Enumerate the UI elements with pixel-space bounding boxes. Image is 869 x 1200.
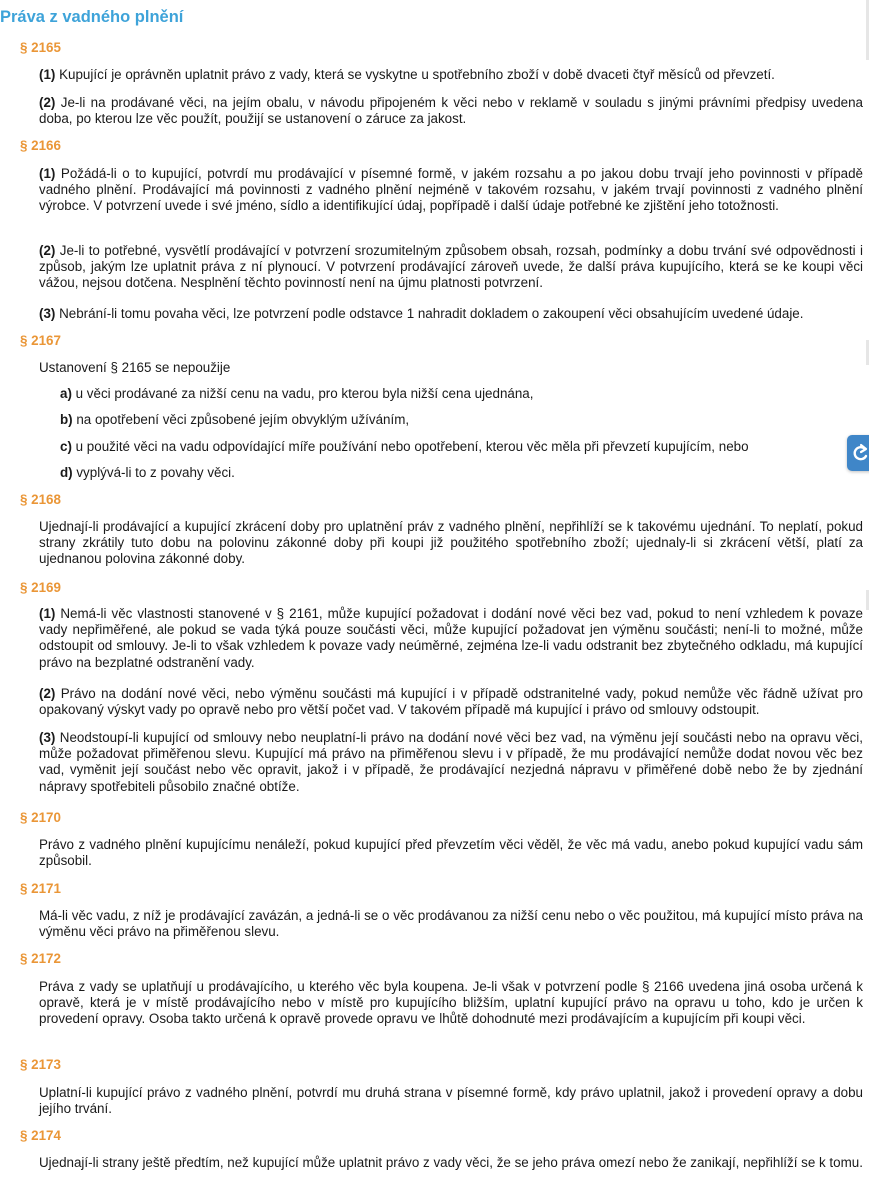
paragraph-text: Požádá-li o to kupující, potvrdí mu prodávající v písemné formě, v jakém rozsahu a po jakou dobu trvají jeho povinnosti v případě vadného plnění. Prodávající má povinnosti z vadného plnění nejméně v takovém rozsahu, v jakém trvají povinnosti z vadného plnění výrobce. V potvrzení uvede i své jméno, sídlo a identifikující údaj, popřípadě i další údaje potřebné ke zjištění jeho totožnosti. bbox=[39, 166, 863, 214]
paragraph-number: (1) bbox=[39, 606, 56, 621]
list-item-text: u použité věci na vadu odpovídající míře používání nebo opotřebení, kterou věc měla při převzetí kupujícím, nebo bbox=[71, 439, 749, 454]
paragraph-2166-1 bbox=[39, 166, 863, 215]
paragraph-2166-3 bbox=[39, 306, 863, 322]
paragraph-text: Nebrání-li tomu povaha věci, lze potvrzení podle odstavce 1 nahradit dokladem o zakoupení věci obsahujícím uvedené údaje. bbox=[55, 306, 804, 321]
paragraph-text: Je-li na prodávané věci, na jejím obalu, v návodu připojeném k věci nebo v reklamě v souladu s jinými právními předpisy uvedena doba, po kterou lze věc použít, použijí se ustanovení o záruce za jakost. bbox=[39, 95, 863, 127]
paragraph-text: Nemá-li věc vlastnosti stanovené v § 2161, může kupující požadovat i dodání nové věci bez vad, pokud to není vzhledem k povaze vady nepřiměřené, ale pokud se vada týká pouze součásti věci, může kupující požadovat jen výměnu součásti; není-li to možné, může odstoupit od smlouvy. Je-li to však vzhledem k povaze vady neúměrné, zejména lze-li vadu odstranit bez zbytečného odkladu, má kupující právo na bezplatné odstranění vady. bbox=[39, 606, 863, 670]
floating-action-button[interactable] bbox=[847, 435, 869, 471]
paragraph-text: Kupující je oprávněn uplatnit právo z vady, která se vyskytne u spotřebního zboží v době dvaceti čtyř měsíců od převzetí. bbox=[55, 67, 775, 82]
paragraph-text: Je-li to potřebné, vysvětlí prodávající v potvrzení srozumitelným způsobem obsah, rozsah, podmínky a dobu trvání své odpovědnosti i způsob, jakým lze uplatnit práva z ní plynoucí. V potvrzení prodávající zároveň uvede, že další práva kupujícího, která se ke koupi věci vážou, nejsou dotčena. Nesplnění těchto povinností není na újmu platnosti potvrzení. bbox=[39, 243, 863, 291]
section-heading-2174: § 2174 bbox=[20, 1128, 61, 1143]
section-heading-2168: § 2168 bbox=[20, 492, 61, 507]
paragraph-2165-2 bbox=[39, 95, 863, 127]
section-heading-2165: § 2165 bbox=[20, 40, 61, 55]
list-item-text: na opotřebení věci způsobené jejím obvyklým užíváním, bbox=[72, 412, 410, 427]
paragraph-2172: Práva z vady se uplatňují u prodávajícího, u kterého věc byla koupena. Je-li však v potvrzení podle § 2166 uvedena jiná osoba určená k opravě, která je v místě prodávajícího nebo v místě pro kupujícího bližším, uplatní kupující právo na opravu u toho, kdo je určen k provedení opravy. Osoba takto určená k opravě provede opravu ve lhůtě dohodnuté mezi prodávajícím a kupujícím při koupi věci. bbox=[39, 979, 863, 1027]
paragraph-text: Právo na dodání nové věci, nebo výměnu součásti má kupující i v případě odstranitelné vady, pokud nemůže věc řádně užívat pro opakovaný výskyt vady po opravě nebo pro větší počet vad. V takovém případě má kupující i právo od smlouvy odstoupit. bbox=[39, 686, 863, 718]
section-heading-2167: § 2167 bbox=[20, 333, 61, 348]
list-item-d bbox=[60, 465, 840, 481]
paragraph-2171: Má-li věc vadu, z níž je prodávající zavázán, a jedná-li se o věc prodávanou za nižší cenu nebo o věc použitou, má kupující místo práva na výměnu věci právo na přiměřenou slevu. bbox=[39, 908, 863, 940]
list-item-a bbox=[60, 386, 840, 402]
section-intro-2167: Ustanovení § 2165 se nepoužije bbox=[39, 360, 231, 375]
paragraph-2169-2 bbox=[39, 686, 863, 718]
section-heading-2172: § 2172 bbox=[20, 951, 61, 966]
list-item-c bbox=[60, 439, 840, 455]
section-heading-2169: § 2169 bbox=[20, 580, 61, 595]
list-item-label: a) bbox=[60, 386, 72, 401]
list-item-b bbox=[60, 412, 840, 428]
paragraph-2169-1 bbox=[39, 606, 863, 671]
paragraph-number: (2) bbox=[39, 243, 56, 258]
paragraph-2174: Ujednají-li strany ještě předtím, než kupující může uplatnit právo z vady věci, že se jeho práva omezí nebo že zanikají, nepřihlíží se k tomu. bbox=[39, 1155, 863, 1170]
paragraph-number: (2) bbox=[39, 686, 56, 701]
paragraph-number: (3) bbox=[39, 730, 56, 745]
list-item-label: c) bbox=[60, 439, 72, 454]
list-item-label: d) bbox=[60, 465, 73, 480]
section-heading-2170: § 2170 bbox=[20, 810, 61, 825]
paragraph-2169-3 bbox=[39, 730, 863, 795]
paragraph-number: (1) bbox=[39, 67, 56, 82]
page-title: Práva z vadného plnění bbox=[0, 8, 184, 26]
section-heading-2166: § 2166 bbox=[20, 138, 61, 153]
paragraph-2170: Právo z vadného plnění kupujícímu nenáleží, pokud kupující před převzetím věci věděl, že věc má vadu, anebo pokud kupující vadu sám způsobil. bbox=[39, 837, 863, 869]
rotate-icon bbox=[852, 443, 869, 463]
paragraph-number: (1) bbox=[39, 166, 56, 181]
paragraph-2168: Ujednají-li prodávající a kupující zkrácení doby pro uplatnění práv z vadného plnění, nepřihlíží se k takovému ujednání. To neplatí, pokud strany zkrátily tuto dobu na polovinu zákonné doby při koupi již použitého spotřebního zboží; ujednaly-li si zkrácení větší, platí za ujednanou polovina zákonné doby. bbox=[39, 519, 863, 567]
paragraph-number: (2) bbox=[39, 95, 56, 110]
paragraph-2165-1 bbox=[39, 67, 863, 83]
paragraph-text: Neodstoupí-li kupující od smlouvy nebo neuplatní-li právo na dodání nové věci bez vad, na výměnu její součásti nebo na opravu věci, může požadovat přiměřenou slevu. Kupující má právo na přiměřenou slevu i v případě, že mu prodávající nemůže dodat novou věc bez vad, vyměnit její součást nebo věc opravit, jakož i v případě, že prodávající nezjedná nápravu v přiměřené době nebo že by zjednání nápravy spotřebiteli působilo značné obtíže. bbox=[39, 730, 863, 794]
paragraph-2166-2 bbox=[39, 243, 863, 292]
list-item-text: u věci prodávané za nižší cenu na vadu, pro kterou byla nižší cena ujednána, bbox=[71, 386, 534, 401]
section-heading-2171: § 2171 bbox=[20, 881, 61, 896]
paragraph-2173: Uplatní-li kupující právo z vadného plnění, potvrdí mu druhá strana v písemné formě, kdy právo uplatnil, jakož i provedení opravy a dobu jejího trvání. bbox=[39, 1085, 863, 1117]
list-item-label: b) bbox=[60, 412, 73, 427]
paragraph-number: (3) bbox=[39, 306, 56, 321]
section-heading-2173: § 2173 bbox=[20, 1057, 61, 1072]
list-item-text: vyplývá-li to z povahy věci. bbox=[72, 465, 235, 480]
